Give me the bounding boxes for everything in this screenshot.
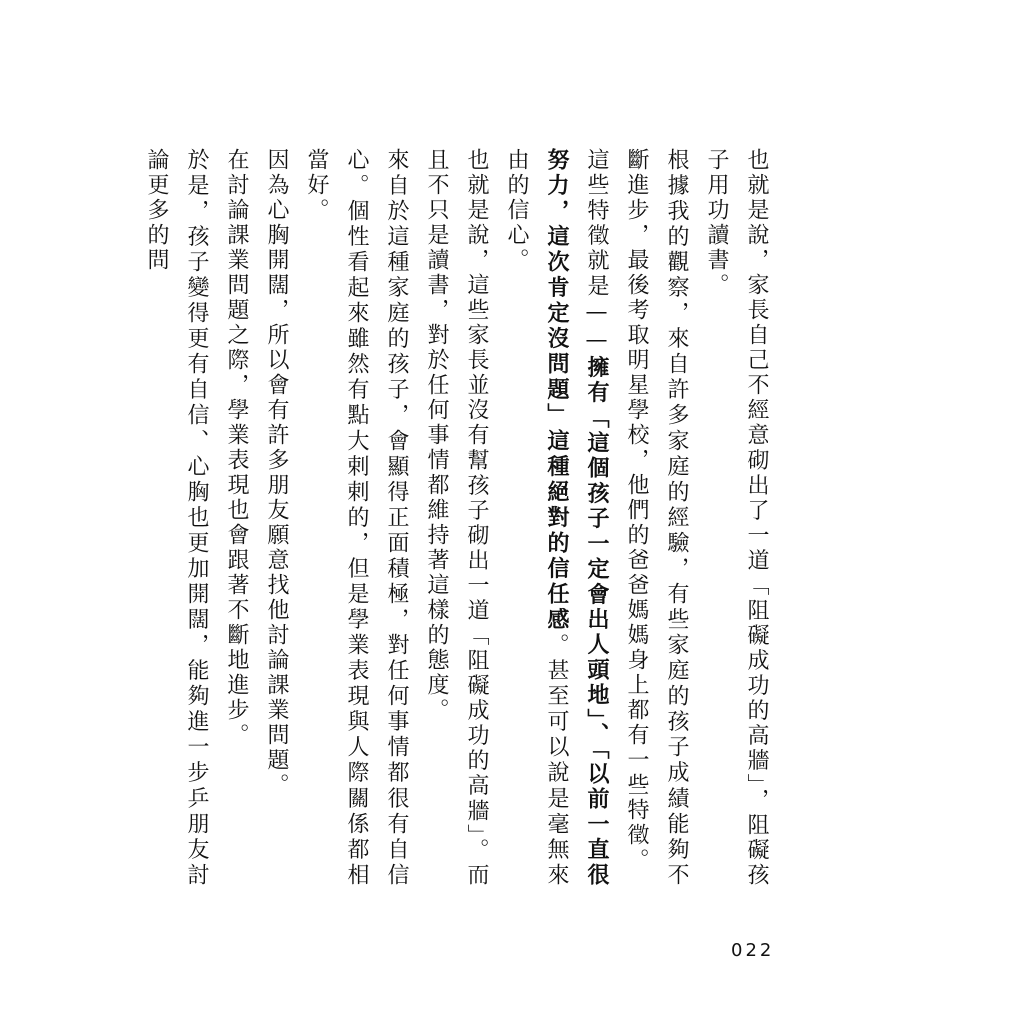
paragraph-1: 也就是說，家長自己不經意砌出了一道「阻礙成功的高牆」，阻礙孩子用功讀書。 (704, 148, 769, 888)
paragraph-6: 因為心胸開闊，所以會有許多朋友願意找他討論課業問題。 (264, 148, 289, 798)
vertical-body-text (144, 148, 776, 889)
paragraph-3-emphasis: 擁有「這個孩子一定會出人頭地」、「以前一直很努力，這次肯定沒問題」這種絕對的信任感 (544, 148, 609, 889)
paragraph-2: 根據我的觀察，來自許多家庭的經驗，有些家庭的孩子成績能夠不斷進步，最後考取明星學校，他們的爸爸媽媽身上都有一些特徵。 (624, 148, 689, 888)
page-number: 022 (731, 940, 775, 961)
paragraph-3-tail: 。甚至可以說是毫無來由的信心。 (504, 148, 569, 889)
paragraph-8: 於是，孩子變得更有自信、心胸也更加開闊，能夠進一步乒朋友討論更多的問 (144, 148, 209, 888)
paragraph-7: 在討論課業問題之際，學業表現也會跟著不斷地進步。 (224, 148, 249, 748)
paragraph-4: 也就是說，這些家長並沒有幫孩子砌出一道「阻礙成功的高牆」。而且不只是讀書，對於任何事情都維持著這樣的態度。 (424, 148, 489, 888)
paragraph-3 (496, 148, 616, 888)
paragraph-3-lead: 這些特徵就是—— (584, 148, 609, 356)
paragraph-5: 來自於這種家庭的孩子，會顯得正面積極，對任何事情都很有自信心。個性看起來雖然有點大剌剌的，但是學業表現與人際關係都相當好。 (304, 148, 409, 888)
